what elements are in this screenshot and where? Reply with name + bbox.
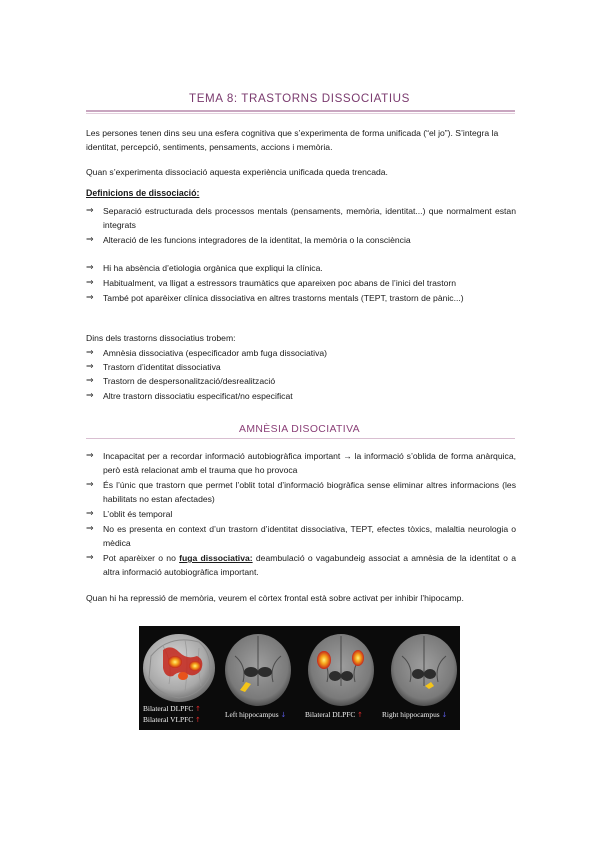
page-title: TEMA 8: TRASTORNS DISSOCIATIUS [189, 92, 410, 105]
amnesia-item: ⇒ Incapacitat per a recordar informació autobiogràfica important → la informació s’oblida de forma anàrquica, però està relacionat amb el trauma que ho provoca [86, 451, 516, 475]
disorder-item: ⇒ Amnèsia dissociativa (especificador amb fuga dissociativa) [86, 348, 328, 358]
arrow-bullet-icon: ⇒ [86, 278, 94, 288]
figure-label: Right hippocampus ↓ [382, 710, 448, 719]
decrease-arrow-icon: ↓ [441, 711, 448, 719]
section-title-amnesia: AMNÈSIA DISOCIATIVA [239, 424, 360, 435]
disorder-item: ⇒ Trastorn de despersonalització/desrealització [86, 376, 276, 386]
arrow-bullet-icon: ⇒ [86, 509, 94, 519]
definitions-heading: Definicions de dissociació: [86, 188, 200, 198]
disorder-item: ⇒ Altre trastorn dissociatiu especificat/no especificat [86, 391, 293, 401]
arrow-bullet-icon: ⇒ [86, 362, 94, 372]
title-rule [86, 110, 515, 112]
amnesia-item: ⇒ És l’únic que trastorn que permet l’oblit total d’informació biogràfica sense eliminar altres informacions (les habilitats no estan afectades) [86, 480, 516, 504]
title-rule-secondary [86, 113, 515, 114]
arrow-bullet-icon: ⇒ [86, 376, 94, 386]
closing-paragraph: Quan hi ha repressió de memòria, veurem el còrtex frontal està sobre activat per inhibir l’hipocamp. [86, 593, 464, 603]
amnesia-item: ⇒ No es presenta en context d’un trastorn d’identitat dissociativa, TEPT, efectes tòxics, malaltia neurologia o mèdica [86, 524, 516, 548]
figure-label: Bilateral DLPFC ↑ [143, 704, 202, 713]
arrow-bullet-icon: ⇒ [86, 524, 94, 534]
brain-scan-figure [139, 626, 460, 730]
intro-paragraph-2: Quan s’experimenta dissociació aquesta experiència unificada queda trencada. [86, 167, 388, 177]
section-rule [86, 438, 515, 439]
amnesia-item: ⇒ L’oblit és temporal [86, 509, 173, 519]
note-item: ⇒ També pot aparèixer clínica dissociativa en altres trastorns mentals (TEPT, trastorn de pànic...) [86, 293, 464, 303]
disorder-item: ⇒ Trastorn d’identitat dissociativa [86, 362, 221, 372]
arrow-bullet-icon: ⇒ [86, 293, 94, 303]
fugue-term: fuga dissociativa: [179, 553, 253, 563]
increase-arrow-icon: ↑ [195, 716, 201, 724]
arrow-bullet-icon: ⇒ [86, 348, 94, 358]
increase-arrow-icon: ↑ [357, 711, 364, 719]
decrease-arrow-icon: ↓ [280, 711, 287, 719]
definition-item: ⇒ Alteració de les funcions integradores de la identitat, la memòria o la consciència [86, 235, 411, 245]
arrow-bullet-icon: ⇒ [86, 263, 94, 273]
arrow-bullet-icon: ⇒ [86, 553, 94, 563]
figure-label: Left hippocampus ↓ [225, 710, 287, 719]
figure-label: Bilateral DLPFC ↑ [305, 710, 364, 719]
note-item: ⇒ Habitualment, va lligat a estressors traumàtics que apareixen poc abans de l’inici del trastorn [86, 278, 457, 288]
arrow-bullet-icon: ⇒ [86, 480, 94, 490]
figure-label: Bilateral VLPFC ↑ [143, 715, 201, 724]
increase-arrow-icon: ↑ [195, 705, 202, 713]
amnesia-item-fugue: ⇒ Pot aparèixer o no fuga dissociativa: deambulació o vagabundeig associat a amnèsia de la identitat o a altra informació autobiogràfica important. [86, 553, 516, 577]
arrow-bullet-icon: ⇒ [86, 451, 94, 461]
note-item: ⇒ Hi ha absència d’etiologia orgànica que expliqui la clínica. [86, 263, 323, 273]
disorders-intro: Dins dels trastorns dissociatius trobem: [86, 333, 236, 343]
definition-item: ⇒ Separació estructurada dels processos mentals (pensaments, memòria, identitat...) que normalment estan integrats [86, 206, 516, 230]
arrow-bullet-icon: ⇒ [86, 206, 94, 216]
arrow-bullet-icon: ⇒ [86, 391, 94, 401]
intro-paragraph: Les persones tenen dins seu una esfera cognitiva que s’experimenta de forma unificada (“el jo”). S’integra la identitat, percepció, sentiments, pensaments, accions i memòria. [86, 128, 499, 152]
arrow-bullet-icon: ⇒ [86, 235, 94, 245]
